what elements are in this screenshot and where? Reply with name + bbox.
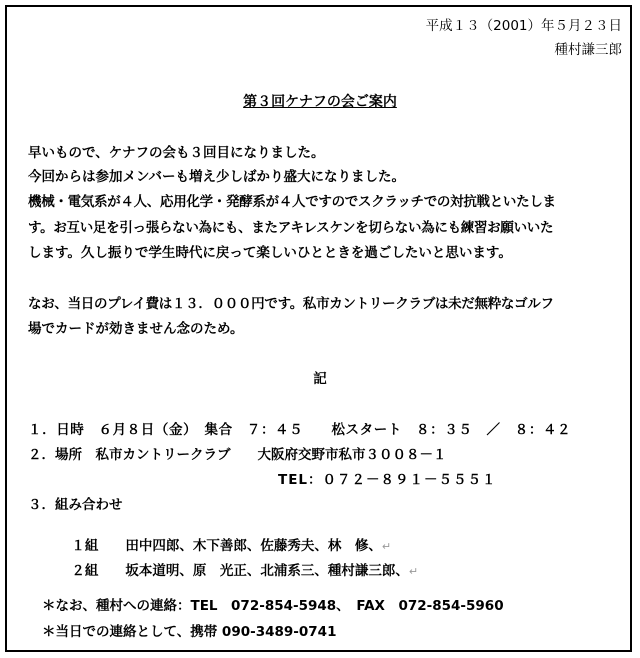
- contact-line-2: ＊当日での連絡として、携帯 090-3489-0741: [42, 624, 337, 640]
- return-mark-icon: ↵: [381, 540, 392, 553]
- details-location: ２．場所 私市カントリークラブ 大阪府交野市私市３００８－１: [28, 447, 447, 463]
- ki-heading: 記: [313, 371, 327, 387]
- document-date: 平成１３（2001）年５月２３日: [425, 18, 622, 34]
- group-2: [62, 547, 418, 580]
- document-title: 第３回ケナフの会ご案内: [243, 94, 397, 110]
- body-paragraph-1-line-1: 早いもので、ケナフの会も３回目になりました。: [28, 145, 325, 161]
- body-paragraph-2-line-1: なお、当日のプレイ費は１３．０００円です。私市カントリークラブは未だ無粋なゴルフ: [28, 296, 554, 312]
- details-datetime: １．日時 ６月８日（金） 集合 ７：４５ 松スタート ８：３５ ／ ８：４２: [28, 422, 572, 438]
- details-groups-heading: ３．組み合わせ: [28, 497, 123, 513]
- body-paragraph-1-line-5: します。久し振りで学生時代に戻って楽しいひとときを過ごしたいと思います。: [28, 245, 512, 261]
- group-1-members: １組 田中四郎、木下善郎、佐藤秀夫、林 修、: [71, 538, 382, 554]
- body-paragraph-2-line-2: 場でカードが効きません念のため。: [28, 321, 244, 337]
- return-mark-icon: ↵: [408, 565, 419, 578]
- contact-line-1: ＊なお、種村への連絡：TEL 072-854-5948、 FAX 072-854-5960: [42, 598, 504, 614]
- body-paragraph-1-line-2: 今回からは参加メンバーも増え少しばかり盛大になりました。: [28, 169, 406, 185]
- document-author: 種村謙三郎: [554, 42, 622, 58]
- details-location-tel: TEL：０７２－８９１－５５５１: [278, 472, 497, 488]
- body-paragraph-1-line-3: 機械・電気系が４人、応用化学・発酵系が４人ですのでスクラッチでの対抗戦といたしま: [28, 194, 556, 210]
- body-paragraph-1-line-4: す。お互い足を引っ張らない為にも、またアキレスケンを切らない為にも練習お願いいた: [28, 220, 554, 236]
- group-2-members: ２組 坂本道明、原 光正、北浦系三、種村謙三郎、: [71, 563, 409, 579]
